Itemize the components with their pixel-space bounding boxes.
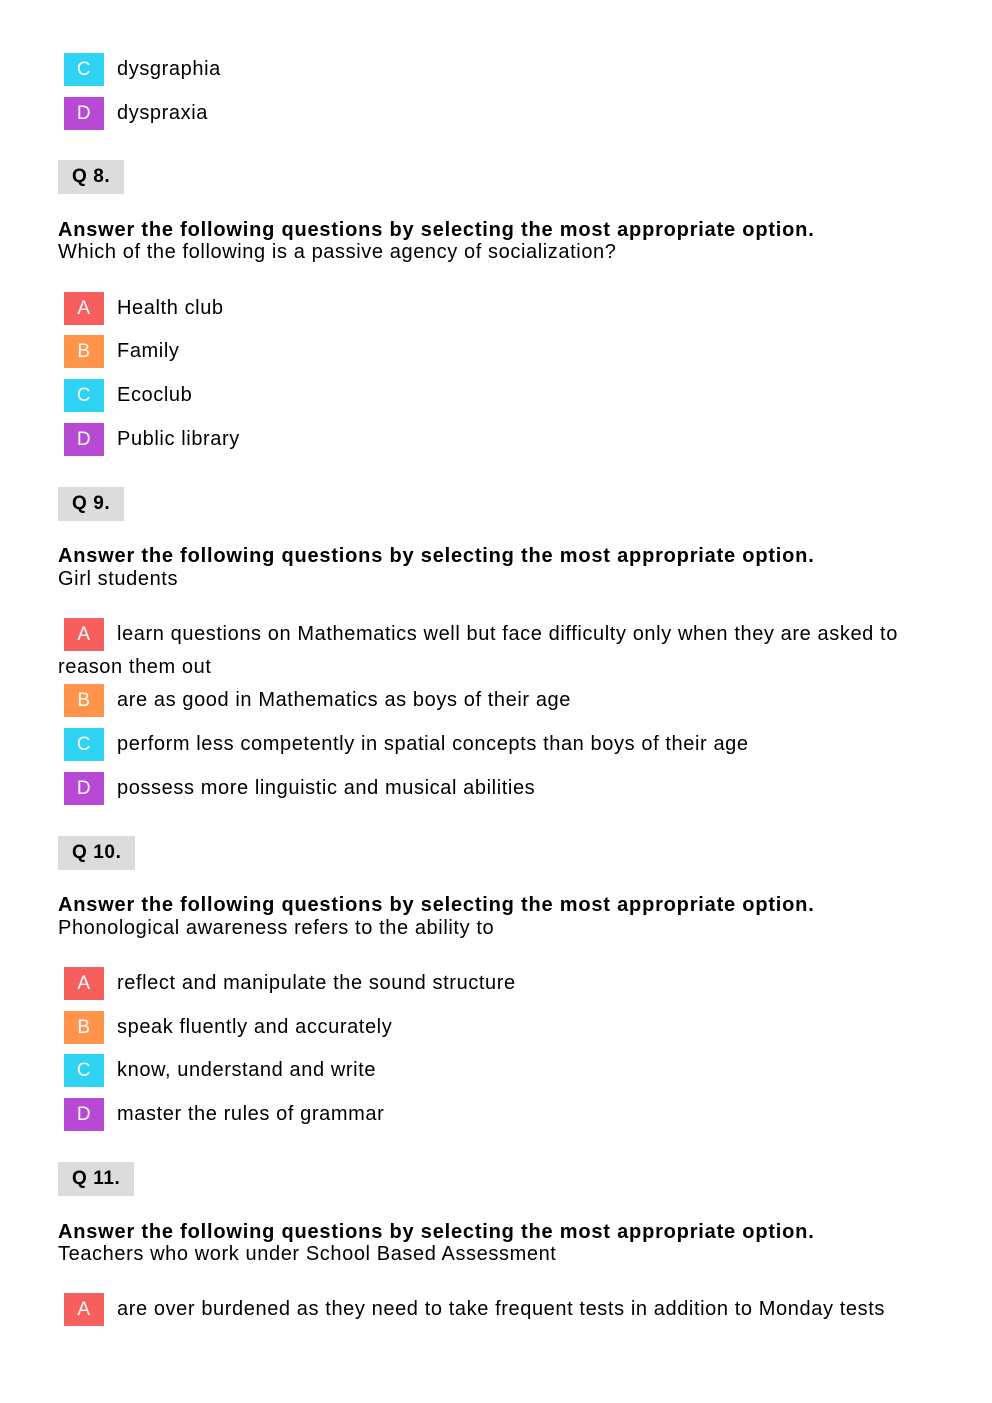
option-text: reflect and manipulate the sound structure	[117, 972, 516, 994]
question-instruction: Answer the following questions by selecting the most appropriate option.	[58, 219, 815, 241]
option-b[interactable]	[58, 1011, 938, 1044]
option-letter-badge: A	[64, 292, 104, 325]
option-letter-badge: D	[64, 1098, 104, 1131]
option-text: Family	[117, 340, 180, 362]
option-letter-badge: A	[64, 1293, 104, 1326]
option-letter-badge: C	[64, 728, 104, 761]
option-text: Public library	[117, 428, 240, 450]
option-text: are as good in Mathematics as boys of their age	[117, 689, 571, 711]
option-d[interactable]	[58, 1098, 938, 1131]
option-a[interactable]	[58, 967, 938, 1000]
option-letter-badge: C	[64, 379, 104, 412]
option-letter-badge: B	[64, 335, 104, 368]
option-letter-badge: C	[64, 1054, 104, 1087]
option-text: possess more linguistic and musical abilities	[117, 777, 536, 799]
option-text: dysgraphia	[117, 58, 221, 80]
question-number-label: Q 10.	[58, 836, 135, 870]
question-instruction: Answer the following questions by selecting the most appropriate option.	[58, 545, 815, 567]
option-a[interactable]	[58, 618, 938, 684]
option-letter-badge: A	[64, 618, 104, 651]
option-text: Ecoclub	[117, 384, 193, 406]
option-text: speak fluently and accurately	[117, 1016, 393, 1038]
option-c[interactable]	[58, 728, 938, 761]
option-text: know, understand and write	[117, 1059, 377, 1081]
option-c[interactable]	[58, 1054, 938, 1087]
question-text: Teachers who work under School Based Assessment	[58, 1243, 557, 1265]
option-letter-badge: C	[64, 53, 104, 86]
question-text: Which of the following is a passive agency of socialization?	[58, 241, 617, 263]
option-text: master the rules of grammar	[117, 1103, 385, 1125]
question-instruction: Answer the following questions by selecting the most appropriate option.	[58, 1221, 815, 1243]
option-letter-badge: B	[64, 1011, 104, 1044]
question-number-label: Q 9.	[58, 487, 124, 521]
option-a[interactable]	[58, 1293, 938, 1326]
question-text: Phonological awareness refers to the ability to	[58, 917, 495, 939]
option-letter-badge: B	[64, 684, 104, 717]
option-d[interactable]	[58, 772, 938, 805]
question-text: Girl students	[58, 568, 179, 590]
option-b[interactable]	[58, 335, 938, 368]
option-a[interactable]	[58, 292, 938, 325]
option-letter-badge: D	[64, 423, 104, 456]
option-d[interactable]	[58, 423, 938, 456]
question-number-label: Q 11.	[58, 1162, 134, 1196]
option-c[interactable]	[58, 53, 938, 86]
option-text: dyspraxia	[117, 102, 208, 124]
option-b[interactable]	[58, 684, 938, 717]
option-text: learn questions on Mathematics well but face difficulty only when they are asked to reason them out	[58, 623, 898, 678]
option-text: are over burdened as they need to take frequent tests in addition to Monday tests	[117, 1298, 885, 1320]
question-number-label: Q 8.	[58, 160, 124, 194]
option-letter-badge: A	[64, 967, 104, 1000]
option-letter-badge: D	[64, 772, 104, 805]
option-letter-badge: D	[64, 97, 104, 130]
option-text: perform less competently in spatial concepts than boys of their age	[117, 733, 749, 755]
question-instruction: Answer the following questions by selecting the most appropriate option.	[58, 894, 815, 916]
option-c[interactable]	[58, 379, 938, 412]
option-d[interactable]	[58, 97, 938, 130]
option-text: Health club	[117, 297, 224, 319]
